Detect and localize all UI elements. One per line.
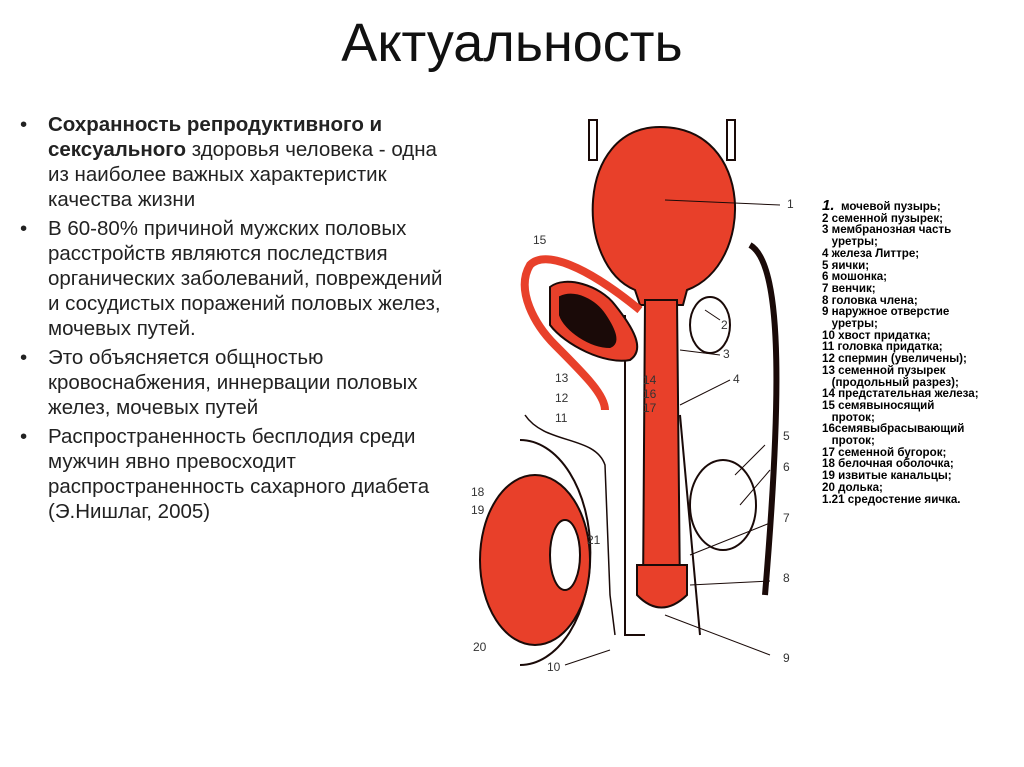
legend-item: 18 белочная оболочка; [822,457,954,471]
diagram-label: 19 [471,503,485,517]
diagram-label: 15 [533,233,547,247]
diagram-label: 2 [721,318,728,332]
legend-item: 5 яички; [822,258,870,272]
legend-item: проток; [822,434,875,448]
legend-item: 11 головка придатка; [822,340,943,354]
legend-item: 20 долька; [822,480,883,494]
legend-item: 14 предстательная железа; [822,387,979,401]
legend-item: уретры; [822,317,878,331]
legend-item: 1.21 средостение яичка. [822,492,961,506]
bullet-item: • Сохранность репродуктивного и сексуального здоровья человека - одна из наиболее важных характеристик качества жизни [20,113,437,211]
diagram-label: 7 [783,511,790,525]
legend-item: 1. мочевой пузырь; [822,197,941,214]
legend-item: 19 извитые канальцы; [822,469,952,483]
diagram-label: 18 [471,485,485,499]
slide-title: Актуальность [341,13,683,73]
diagram-label: 3 [723,347,730,361]
legend-item: 15 семявыносящий [822,398,935,412]
legend-item: 7 венчик; [822,281,876,295]
diagram-label: 20 [473,640,487,654]
legend-item: 3 мембранозная часть [822,223,952,237]
legend-item: 16семявыбрасывающий [822,422,965,436]
bullet-list [18,112,458,528]
diagram-label: 11 [555,411,568,425]
legend-item: 8 головка члена; [822,293,918,307]
diagram-label: 16 [643,387,657,401]
legend-item: 2 семенной пузырек; [822,211,944,225]
bullet-item: • В 60-80% причиной мужских половых расстройств являются последствия органических заболеваний, повреждений и сосудистых поражений половых желез, мочевых путей. [20,217,443,340]
legend-item: 12 спермин (увеличены); [822,352,967,366]
legend-item: 13 семенной пузырек [822,363,946,377]
diagram-label: 13 [555,371,569,385]
legend-item: 10 хвост придатка; [822,328,931,342]
diagram-label: 17 [643,401,657,415]
legend-item: уретры; [822,235,878,249]
bullet-item: • Распространенность бесплодия среди мужчин явно превосходит распространенность сахарного диабета (Э.Нишлаг, 2005) [20,425,430,523]
anatomy-diagram [465,115,805,675]
diagram-label: 1 [787,197,794,211]
legend-item: (продольный разрез); [822,375,959,389]
diagram-label: 21 [587,533,601,547]
anatomy-illustration [465,115,805,675]
bullet-item: • Это объясняется общностью кровоснабжения, иннервации половых желез, мочевых путей [20,346,418,419]
diagram-label: 12 [555,391,569,405]
diagram-label: 9 [783,651,790,665]
legend-item: проток; [822,410,875,424]
diagram-label: 10 [547,660,561,674]
legend-item: 6 мошонка; [822,270,888,284]
diagram-label: 14 [643,373,657,387]
legend-item: 9 наружное отверстие [822,305,950,319]
diagram-label: 8 [783,571,790,585]
legend-item: 4 железа Литтре; [822,246,920,260]
diagram-label: 4 [733,372,740,386]
diagram-legend [822,197,1022,506]
diagram-label: 5 [783,429,790,443]
diagram-label: 6 [783,460,790,474]
legend-item: 17 семенной бугорок; [822,445,947,459]
